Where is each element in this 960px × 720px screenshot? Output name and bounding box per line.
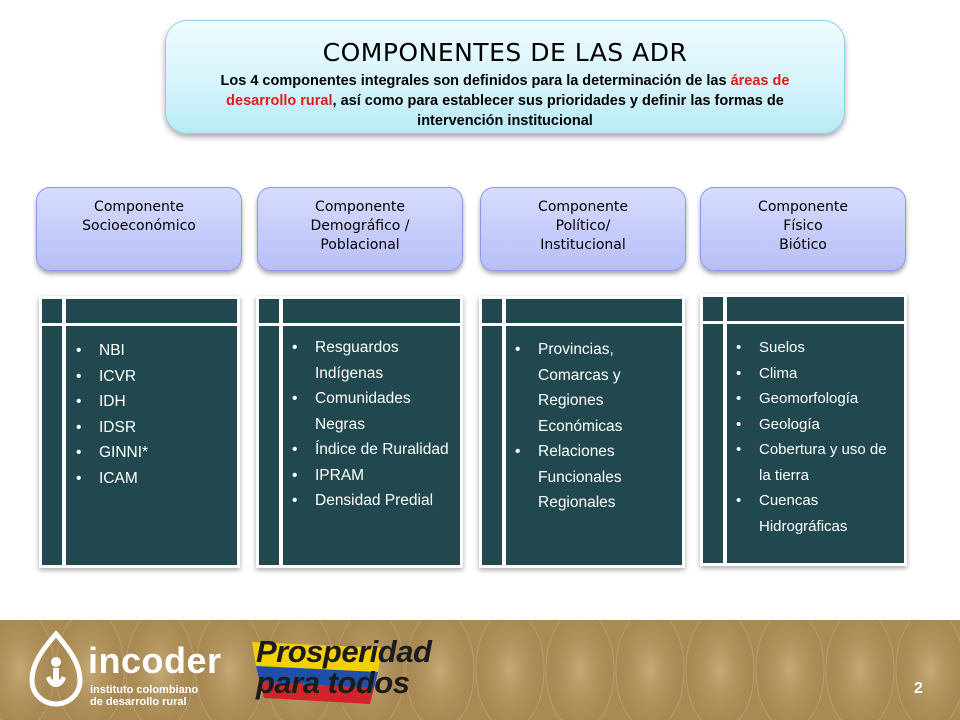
slogan-line-1: Prosperidad: [256, 634, 432, 669]
indicator-list: [515, 337, 679, 516]
footer-divider: [0, 0, 3, 100]
list-item: • Geología: [736, 412, 902, 438]
list-item: • Cobertura y uso de la tierra: [736, 437, 902, 488]
component-header-line: Institucional: [540, 237, 626, 253]
component-header-line: Político/: [555, 218, 611, 234]
indicator-box-fisico: [700, 294, 907, 566]
component-header-line: Componente: [538, 199, 628, 215]
list-item: • Suelos: [736, 335, 902, 361]
page-number: 2: [914, 680, 923, 697]
component-header-line: Componente: [758, 199, 848, 215]
component-header-demografico: [257, 187, 463, 271]
list-item: • IDSR: [76, 415, 234, 441]
indicator-list: [292, 335, 457, 514]
incoder-logo-icon: [28, 630, 84, 710]
incoder-logo-name: incoder: [88, 640, 222, 681]
list-item: • Resguardos Indígenas: [292, 335, 457, 386]
incoder-subtitle-line: de desarrollo rural: [90, 696, 187, 708]
component-header-line: Físico: [783, 218, 823, 234]
list-item: • Clima: [736, 361, 902, 387]
description-text-1: Los 4 componentes integrales son definidos para la determinación de las: [220, 73, 731, 89]
list-item: • IPRAM: [292, 463, 457, 489]
component-header-line: Poblacional: [320, 237, 400, 253]
list-item: • Densidad Predial: [292, 488, 457, 514]
component-header-fisico: [700, 187, 906, 271]
list-item: • Índice de Ruralidad: [292, 437, 457, 463]
list-item: • Relaciones Funcionales Regionales: [515, 439, 679, 516]
incoder-subtitle-line: instituto colombiano: [90, 684, 199, 696]
title-banner: [165, 20, 845, 134]
list-item: • Geomorfología: [736, 386, 902, 412]
component-header-socioeconomico: [36, 187, 242, 271]
list-item: • IDH: [76, 389, 234, 415]
page-title: COMPONENTES DE LAS ADR: [322, 38, 688, 67]
component-header-line: Demográfico /: [310, 218, 410, 234]
component-header-line: Socioeconómico: [82, 218, 196, 234]
component-header-politico: [480, 187, 686, 271]
prosperidad-logo: [256, 636, 431, 698]
indicator-list: [76, 338, 234, 491]
list-item: • Provincias, Comarcas y Regiones Económicas: [515, 337, 679, 439]
indicator-box-politico: [479, 296, 685, 568]
list-item: • Comunidades Negras: [292, 386, 457, 437]
incoder-logo-subtitle: [90, 684, 198, 708]
page-description: [194, 71, 816, 131]
list-item: • NBI: [76, 338, 234, 364]
component-header-line: Componente: [315, 199, 405, 215]
description-text-2: , así como para establecer sus prioridades y definir las formas de intervención institucional: [332, 93, 784, 129]
indicator-box-socioeconomico: [39, 296, 240, 568]
component-header-line: Biótico: [779, 237, 827, 253]
component-header-line: Componente: [94, 199, 184, 215]
list-item: • Cuencas Hidrográficas: [736, 488, 902, 539]
description-highlight: áreas de desarrollo rural: [226, 73, 790, 109]
list-item: • ICVR: [76, 364, 234, 390]
slogan-line-2: para todos: [256, 665, 410, 700]
indicator-box-demografico: [256, 296, 463, 568]
list-item: • GINNI*: [76, 440, 234, 466]
list-item: • ICAM: [76, 466, 234, 492]
indicator-list: [736, 335, 902, 539]
